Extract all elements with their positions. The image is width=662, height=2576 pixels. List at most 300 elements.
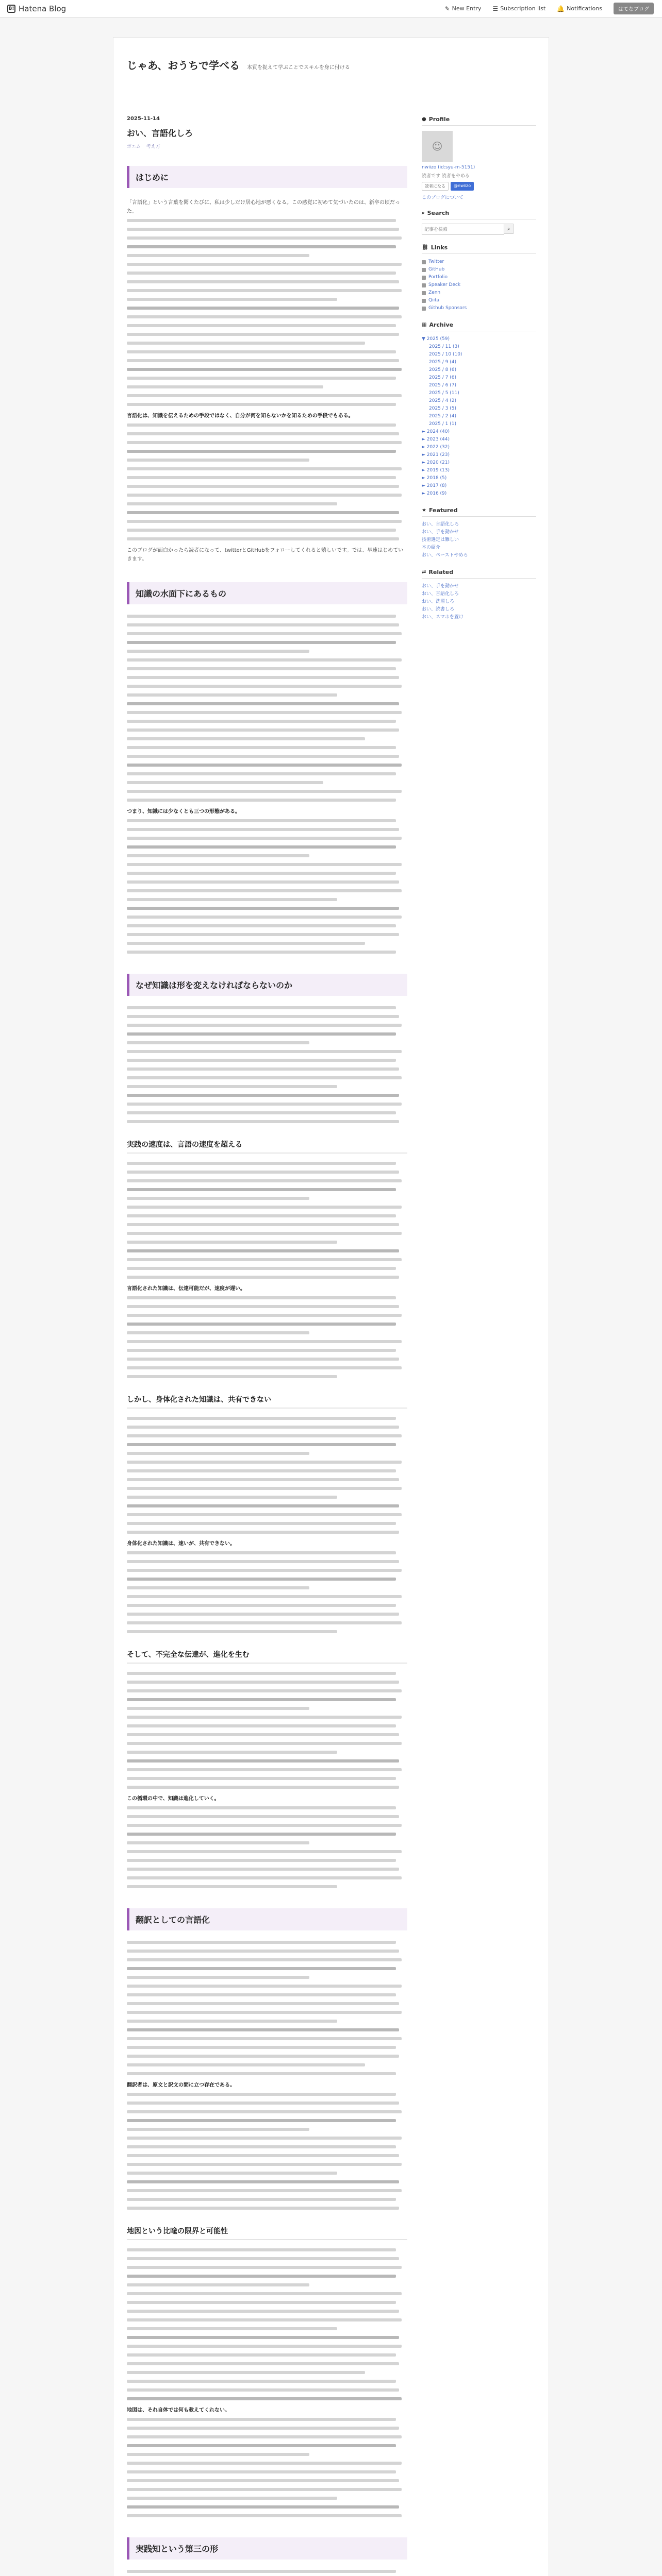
archive-year-item[interactable]: ► 2023 (44) — [422, 437, 450, 442]
section-heading: 翻訳としての言語化 — [127, 1908, 407, 1930]
text-line-placeholder — [127, 2453, 309, 2456]
text-line-placeholder — [127, 1613, 399, 1616]
text-line-placeholder — [127, 854, 309, 857]
entry-categories — [127, 143, 407, 149]
text-line-placeholder — [127, 1349, 396, 1352]
text-line-placeholder — [127, 537, 399, 540]
blog-description: 本質を捉えて学ぶことでスキルを身に付ける — [247, 65, 350, 71]
intro-end: このブログが面白かったら読者になって、twitterとGitHubをフォローしてくれると嬉しいです。では、早速はじめていきます。 — [127, 548, 404, 562]
subsection-heading: 地図という比喩の限界と可能性 — [127, 2226, 407, 2240]
subscription-label: Subscription list — [500, 5, 546, 12]
section-heading: 知識の水面下にあるもの — [127, 582, 407, 604]
text-line-placeholder — [127, 2119, 396, 2122]
text-line-placeholder — [127, 1841, 309, 1844]
text-line-placeholder — [127, 476, 396, 479]
text-line-placeholder — [127, 1305, 399, 1308]
archive-month-item[interactable]: 2025 / 6 (7) — [429, 383, 456, 388]
text-line-placeholder — [127, 494, 402, 497]
search-form — [422, 224, 536, 235]
text-line-placeholder — [127, 863, 402, 866]
text-line-placeholder — [127, 1094, 399, 1097]
text-line-placeholder — [127, 1768, 402, 1771]
bold-point: 地図は、それ自体では何も教えてくれない。 — [127, 2408, 230, 2413]
text-line-placeholder — [127, 1786, 399, 1789]
entry-date[interactable]: 2025-11-14 — [127, 116, 160, 122]
text-line-placeholder — [127, 2310, 399, 2313]
text-line-placeholder — [127, 1179, 402, 1182]
text-line-placeholder — [127, 916, 402, 919]
text-line-placeholder — [127, 394, 402, 397]
text-line-placeholder — [127, 1522, 396, 1525]
text-line-placeholder — [127, 1478, 399, 1481]
archive-year-item[interactable]: ► 2024 (40) — [422, 429, 450, 434]
profile-widget-title — [422, 116, 536, 126]
link-item[interactable] — [422, 304, 536, 312]
profile-avatar[interactable] — [422, 131, 453, 162]
text-line-placeholder — [127, 2002, 399, 2005]
featured-item[interactable]: おい、手を動かせ — [422, 530, 459, 535]
global-header — [0, 0, 662, 18]
links-title-label: Links — [431, 244, 448, 251]
text-line-placeholder — [127, 2444, 396, 2447]
text-line-placeholder — [127, 254, 309, 257]
text-line-placeholder — [127, 632, 402, 635]
related-item[interactable]: おい、洗濯しろ — [422, 599, 455, 604]
text-line-placeholder — [127, 872, 396, 875]
category-link[interactable]: ポエム — [127, 144, 141, 149]
text-line-placeholder — [127, 837, 402, 840]
list-icon: ☰ — [492, 5, 499, 12]
archive-month-item[interactable]: 2025 / 4 (2) — [429, 398, 456, 403]
body-text-block — [127, 2418, 407, 2517]
text-line-placeholder — [127, 1426, 399, 1429]
link-item[interactable] — [422, 289, 536, 297]
text-line-placeholder — [127, 1859, 396, 1862]
text-line-placeholder — [127, 1504, 399, 1507]
blog-title[interactable]: じゃあ、おうちで学べる — [127, 59, 240, 72]
text-line-placeholder — [127, 1267, 396, 1270]
text-line-placeholder — [127, 1331, 309, 1334]
text-line-placeholder — [127, 2275, 396, 2278]
archive-widget-title — [422, 321, 536, 331]
subsection-heading: しかし、身体化された知識は、共有できない — [127, 1394, 407, 1409]
text-line-placeholder — [127, 1586, 309, 1589]
featured-title-label: Featured — [428, 507, 458, 514]
site-favicon-icon — [422, 299, 426, 303]
text-line-placeholder — [127, 2497, 337, 2500]
body-text-block — [127, 1162, 407, 1279]
text-line-placeholder — [127, 2318, 402, 2321]
body-text-block — [127, 819, 407, 954]
text-line-placeholder — [127, 1551, 396, 1554]
text-line-placeholder — [127, 2028, 399, 2031]
text-line-placeholder — [127, 845, 396, 849]
new-entry-label: New Entry — [452, 5, 482, 12]
hatena-blog-brand[interactable] — [7, 4, 66, 13]
text-line-placeholder — [127, 2435, 402, 2438]
body-text-block — [127, 1296, 407, 1378]
text-line-placeholder — [127, 1469, 396, 1472]
archive-month-item[interactable]: 2025 / 3 (5) — [429, 406, 456, 411]
archive-month-item[interactable]: 2025 / 1 (1) — [429, 421, 456, 427]
featured-item[interactable]: おい、ペーストやめろ — [422, 553, 468, 558]
brand-label: Hatena Blog — [19, 4, 67, 13]
text-line-placeholder — [127, 219, 396, 222]
link-item[interactable] — [422, 258, 536, 266]
text-line-placeholder — [127, 1188, 396, 1191]
text-line-placeholder — [127, 1777, 396, 1780]
text-line-placeholder — [127, 2172, 337, 2175]
text-line-placeholder — [127, 2427, 399, 2430]
text-line-placeholder — [127, 368, 402, 371]
body-text-block — [127, 2570, 407, 2576]
text-line-placeholder — [127, 676, 399, 679]
text-line-placeholder — [127, 1223, 399, 1226]
link-item[interactable] — [422, 266, 536, 274]
text-line-placeholder — [127, 2371, 365, 2374]
calendar-icon: ▦ — [422, 322, 427, 328]
text-line-placeholder — [127, 799, 396, 802]
text-line-placeholder — [127, 1323, 396, 1326]
text-line-placeholder — [127, 2189, 402, 2192]
archive-title-label: Archive — [429, 321, 454, 328]
text-line-placeholder — [127, 520, 402, 523]
twitter-follow-button[interactable]: @nwiizo — [451, 182, 474, 191]
text-line-placeholder — [127, 924, 396, 927]
related-item[interactable]: おい、スマホを置け — [422, 615, 464, 620]
text-line-placeholder — [127, 1958, 402, 1961]
text-line-placeholder — [127, 1976, 309, 1979]
text-line-placeholder — [127, 1197, 309, 1200]
text-line-placeholder — [127, 1742, 402, 1745]
site-favicon-icon — [422, 283, 426, 287]
intro-lead: 「言語化」という言葉を聞くたびに、私は少しだけ居心地が悪くなる。この感覚に初めて気づいたのは、新卒の頃だった。 — [127, 200, 400, 214]
body-text-block — [127, 2093, 407, 2210]
blog-page — [113, 37, 549, 2576]
link-item[interactable] — [422, 297, 536, 304]
related-item[interactable]: おい、手を動かせ — [422, 584, 459, 589]
text-line-placeholder — [127, 1050, 402, 1053]
text-line-placeholder — [127, 702, 399, 705]
search-input[interactable] — [422, 224, 504, 235]
text-line-placeholder — [127, 1206, 402, 1209]
text-line-placeholder — [127, 1724, 396, 1727]
body-text-block — [127, 1551, 407, 1633]
text-line-placeholder — [127, 280, 399, 283]
text-line-placeholder — [127, 1241, 337, 1244]
text-line-placeholder — [127, 2292, 402, 2295]
link-icon: ⛓ — [422, 245, 428, 250]
related-list — [422, 583, 536, 621]
link-label: Speaker Deck — [428, 282, 461, 287]
sidebar — [422, 116, 536, 621]
star-icon: ★ — [422, 507, 426, 513]
intro-bold: 言語化は、知識を伝えるための手段ではなく、自分が何を知らないかを知るための手段でもある。 — [127, 413, 354, 419]
new-entry-link[interactable] — [445, 5, 482, 12]
text-line-placeholder — [127, 781, 323, 784]
text-line-placeholder — [127, 2198, 396, 2201]
link-label: Twitter — [428, 259, 444, 264]
text-line-placeholder — [127, 1443, 396, 1446]
text-line-placeholder — [127, 1487, 402, 1490]
site-favicon-icon — [422, 276, 426, 280]
text-line-placeholder — [127, 359, 399, 362]
text-line-placeholder — [127, 1560, 399, 1563]
text-line-placeholder — [127, 2180, 399, 2183]
text-line-placeholder — [127, 1751, 337, 1754]
related-item[interactable]: おい、読書しろ — [422, 607, 455, 612]
archive-year-item[interactable]: ► 2021 (23) — [422, 452, 450, 457]
user-icon: ● — [422, 116, 426, 122]
text-line-placeholder — [127, 1967, 396, 1970]
hatena-logo-icon: B! — [7, 5, 15, 13]
text-line-placeholder — [127, 2488, 402, 2491]
archive-year-item[interactable]: ► 2022 (32) — [422, 445, 450, 450]
link-label: Github Sponsors — [428, 306, 467, 311]
text-line-placeholder — [127, 1340, 402, 1343]
text-line-placeholder — [127, 623, 399, 626]
featured-item[interactable]: 技術選定は難しい — [422, 537, 459, 543]
text-line-placeholder — [127, 511, 399, 514]
notifications-link[interactable] — [557, 5, 602, 12]
text-line-placeholder — [127, 2145, 396, 2148]
text-line-placeholder — [127, 1985, 402, 1988]
text-line-placeholder — [127, 1067, 399, 1071]
archive-month-item[interactable]: 2025 / 7 (6) — [429, 375, 456, 380]
text-line-placeholder — [127, 1015, 399, 1018]
text-line-placeholder — [127, 1461, 402, 1464]
body-text-block — [127, 615, 407, 802]
text-line-placeholder — [127, 1733, 399, 1736]
text-line-placeholder — [127, 2470, 396, 2473]
text-line-placeholder — [127, 263, 402, 266]
link-label: Portfolio — [428, 275, 448, 280]
text-line-placeholder — [127, 951, 396, 954]
text-line-placeholder — [127, 1850, 402, 1853]
text-line-placeholder — [127, 450, 396, 453]
text-line-placeholder — [127, 2063, 365, 2066]
text-line-placeholder — [127, 245, 396, 248]
link-label: GitHub — [428, 267, 445, 272]
related-widget-title — [422, 569, 536, 579]
section-heading: なぜ知識は形を変えなければならないのか — [127, 974, 407, 996]
text-line-placeholder — [127, 819, 396, 822]
subsection-heading: 実践の速度は、言語の速度を超える — [127, 1139, 407, 1154]
archive-month-item[interactable]: 2025 / 8 (6) — [429, 367, 456, 372]
links-list — [422, 258, 536, 312]
avatar-placeholder-icon: ☺ — [432, 140, 443, 152]
text-line-placeholder — [127, 1120, 399, 1123]
subscription-list-link[interactable] — [492, 5, 545, 12]
text-line-placeholder — [127, 2093, 396, 2096]
text-line-placeholder — [127, 1024, 402, 1027]
text-line-placeholder — [127, 1214, 396, 1217]
text-line-placeholder — [127, 228, 399, 231]
archive-year-item[interactable]: ► 2018 (5) — [422, 476, 447, 481]
text-line-placeholder — [127, 236, 402, 240]
archive-month-item[interactable]: 2025 / 11 (3) — [429, 344, 459, 349]
text-line-placeholder — [127, 423, 396, 427]
text-line-placeholder — [127, 746, 396, 749]
links-widget-title — [422, 244, 536, 254]
text-line-placeholder — [127, 1249, 399, 1252]
featured-item[interactable]: 本の紹介 — [422, 545, 441, 550]
user-menu-button[interactable]: はてなブログ — [614, 3, 654, 14]
archive-month-item[interactable]: 2025 / 9 (4) — [429, 360, 456, 365]
featured-widget-title — [422, 507, 536, 517]
text-line-placeholder — [127, 737, 365, 740]
text-line-placeholder — [127, 324, 396, 327]
text-line-placeholder — [127, 828, 399, 831]
text-line-placeholder — [127, 1513, 402, 1516]
text-line-placeholder — [127, 720, 396, 723]
section-heading: はじめに — [127, 166, 407, 188]
section-heading: 実践知という第三の形 — [127, 2537, 407, 2560]
text-line-placeholder — [127, 333, 399, 336]
body-text-block — [127, 1941, 407, 2075]
link-label: Zenn — [428, 290, 441, 295]
search-title-label: Search — [427, 210, 450, 216]
text-line-placeholder — [127, 1103, 402, 1106]
notifications-label: Notifications — [567, 5, 602, 12]
text-line-placeholder — [127, 2397, 402, 2400]
text-line-placeholder — [127, 1076, 402, 1079]
featured-item[interactable]: おい、言語化しろ — [422, 522, 459, 527]
about-blog-link[interactable]: このブログについて — [422, 195, 464, 200]
text-line-placeholder — [127, 2137, 402, 2140]
bold-point: この循環の中で、知識は進化していく。 — [127, 1796, 220, 1802]
text-line-placeholder — [127, 377, 396, 380]
text-line-placeholder — [127, 1578, 396, 1581]
text-line-placeholder — [127, 2163, 402, 2166]
text-line-placeholder — [127, 2362, 399, 2365]
text-line-placeholder — [127, 2154, 399, 2157]
bold-point: 翻訳者は、原文と訳文の間に立つ存在である。 — [127, 2082, 235, 2088]
text-line-placeholder — [127, 1630, 337, 1633]
text-line-placeholder — [127, 1162, 396, 1165]
text-line-placeholder — [127, 2128, 309, 2131]
search-submit-button[interactable] — [504, 224, 514, 234]
search-widget-title — [422, 210, 536, 219]
text-line-placeholder — [127, 1366, 402, 1369]
bold-point: 身体化された知識は、速いが、共有できない。 — [127, 1541, 235, 1547]
archive-month-item[interactable]: 2025 / 2 (4) — [429, 414, 456, 419]
featured-list — [422, 521, 536, 560]
text-line-placeholder — [127, 2345, 402, 2348]
pencil-icon: ✎ — [444, 5, 450, 12]
text-line-placeholder — [127, 1689, 402, 1692]
text-line-placeholder — [127, 1569, 402, 1572]
text-line-placeholder — [127, 1258, 402, 1261]
text-line-placeholder — [127, 1006, 396, 1009]
related-item[interactable]: おい、言語化しろ — [422, 591, 459, 597]
text-line-placeholder — [127, 693, 337, 697]
text-line-placeholder — [127, 1604, 396, 1607]
text-line-placeholder — [127, 529, 396, 532]
text-line-placeholder — [127, 1452, 309, 1455]
text-line-placeholder — [127, 880, 399, 884]
text-line-placeholder — [127, 1621, 402, 1624]
archive-month-item[interactable]: 2025 / 5 (11) — [429, 391, 459, 396]
text-line-placeholder — [127, 1698, 396, 1701]
text-line-placeholder — [127, 2283, 309, 2286]
text-line-placeholder — [127, 2207, 399, 2210]
archive-month-item[interactable]: 2025 / 10 (10) — [429, 352, 462, 357]
text-line-placeholder — [127, 1296, 396, 1299]
text-line-placeholder — [127, 2418, 396, 2421]
text-line-placeholder — [127, 1681, 399, 1684]
bold-point: つまり、知識には少なくとも三つの形態がある。 — [127, 809, 240, 815]
text-line-placeholder — [127, 1375, 337, 1378]
text-line-placeholder — [127, 2020, 337, 2023]
archive-list — [422, 335, 536, 498]
text-line-placeholder — [127, 755, 399, 758]
text-line-placeholder — [127, 2257, 399, 2260]
text-line-placeholder — [127, 2353, 396, 2357]
text-line-placeholder — [127, 307, 399, 310]
site-favicon-icon — [422, 260, 426, 264]
text-line-placeholder — [127, 1885, 337, 1888]
text-line-placeholder — [127, 2110, 402, 2113]
text-line-placeholder — [127, 907, 399, 910]
text-line-placeholder — [127, 315, 402, 318]
link-item[interactable] — [422, 281, 536, 289]
subscribe-button[interactable]: 読者になる — [422, 182, 449, 191]
text-line-placeholder — [127, 2055, 399, 2058]
text-line-placeholder — [127, 2380, 396, 2383]
text-line-placeholder — [127, 898, 337, 901]
text-line-placeholder — [127, 1672, 396, 1675]
text-line-placeholder — [127, 1993, 396, 1996]
profile-id-link[interactable]: nwiizo (id:syu-m-5151) — [422, 165, 475, 170]
text-line-placeholder — [127, 459, 309, 462]
body-text-block — [127, 1672, 407, 1789]
text-line-placeholder — [127, 298, 337, 301]
text-line-placeholder — [127, 350, 396, 353]
text-line-placeholder — [127, 685, 402, 688]
reader-status: 読者です 読者をやめる — [422, 174, 470, 179]
link-item[interactable] — [422, 274, 536, 281]
entry-title[interactable]: おい、言語化しろ — [127, 128, 193, 138]
search-icon: ⌕ — [422, 210, 425, 216]
bell-icon: 🔔 — [557, 5, 565, 12]
text-line-placeholder — [127, 764, 402, 767]
text-line-placeholder — [127, 615, 396, 618]
archive-year-item[interactable]: ► 2019 (13) — [422, 468, 450, 473]
text-line-placeholder — [127, 403, 396, 406]
category-link[interactable]: 考え方 — [146, 144, 160, 149]
archive-year-item[interactable]: ► 2016 (9) — [422, 491, 447, 496]
text-line-placeholder — [127, 385, 323, 388]
archive-year-item[interactable]: ▼ 2025 (59) — [422, 336, 450, 342]
archive-year-item[interactable]: ► 2020 (21) — [422, 460, 450, 465]
link-label: Qiita — [428, 298, 440, 303]
text-line-placeholder — [127, 933, 399, 936]
magnifier-icon: ⌕ — [507, 226, 510, 232]
text-line-placeholder — [127, 1276, 399, 1279]
text-line-placeholder — [127, 467, 402, 470]
text-line-placeholder — [127, 942, 365, 945]
text-line-placeholder — [127, 2336, 399, 2339]
text-line-placeholder — [127, 2072, 396, 2075]
text-line-placeholder — [127, 1824, 402, 1827]
text-line-placeholder — [127, 1358, 399, 1361]
text-line-placeholder — [127, 1815, 399, 1818]
text-line-placeholder — [127, 485, 399, 488]
text-line-placeholder — [127, 1417, 396, 1420]
text-line-placeholder — [127, 790, 402, 793]
archive-year-item[interactable]: ► 2017 (8) — [422, 483, 447, 488]
